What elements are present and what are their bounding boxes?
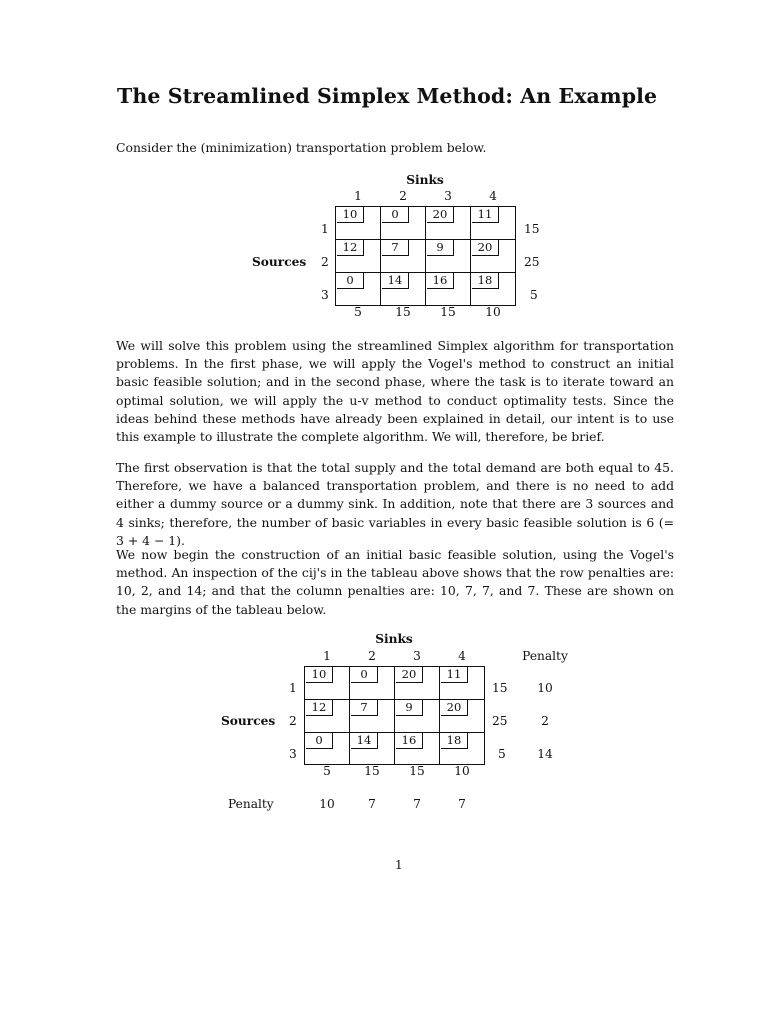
paragraph-algorithm: We will solve this problem using the streamlined Simplex algorithm for transportation problems. In the first phase, we will apply the Vogel's method to construct an initial basic feasible solution; and in the second phase, where the task is to iterate toward an optimal solution, we will apply the u-v method to conduct optimality tests. Since the ideas behind these methods have already been explained in detail, our intent is to use this example to illustrate the complete algorithm. We will, therefore, be brief. (116, 338, 674, 445)
column-penalty: 7 (368, 797, 376, 811)
cost-value: 18 (441, 733, 468, 749)
sources-label: Sources (221, 714, 276, 728)
paragraph-balance: The first observation is that the total supply and the total demand are both equal to 45. Therefore, we have a balanced transportation problem, and there is no need to add either a dummy source or a dummy sink. In addition, note that there are 3 sources and 4 sinks; therefore, the number of basic variables in every basic feasible solution is 6 (= 3 + 4 − 1). (116, 460, 674, 548)
grid-cell (440, 700, 484, 733)
demand-value: 15 (364, 764, 380, 778)
penalty-row-label: Penalty (228, 797, 274, 811)
grid-cell (336, 240, 381, 273)
demand-value: 15 (395, 305, 411, 319)
demand-value: 10 (454, 764, 470, 778)
source-number: 3 (321, 288, 329, 302)
sink-number: 3 (444, 189, 452, 203)
column-penalty: 7 (458, 797, 466, 811)
supply-value: 25 (524, 255, 540, 269)
cost-value: 16 (427, 273, 454, 289)
penalty-column-label: Penalty (522, 649, 568, 663)
cost-value: 11 (472, 207, 499, 223)
sink-number: 1 (323, 649, 331, 663)
demand-value: 5 (354, 305, 362, 319)
grid-cell (471, 273, 515, 305)
grid-cell (350, 733, 395, 764)
row-penalty: 10 (537, 681, 553, 695)
cost-value: 0 (306, 733, 333, 749)
cost-value: 20 (396, 667, 423, 683)
grid-cell (381, 273, 426, 305)
sink-number: 3 (413, 649, 421, 663)
supply-value: 5 (530, 288, 538, 302)
column-penalty: 7 (413, 797, 421, 811)
supply-value: 15 (492, 681, 508, 695)
sink-number: 1 (354, 189, 362, 203)
grid-cell (426, 240, 471, 273)
cost-value: 0 (337, 273, 364, 289)
cost-value: 10 (306, 667, 333, 683)
grid-cell (305, 700, 350, 733)
cost-value: 0 (382, 207, 409, 223)
sinks-label: Sinks (406, 173, 444, 187)
grid-cell (471, 240, 515, 273)
cost-grid (335, 206, 516, 306)
demand-value: 15 (440, 305, 456, 319)
grid-cell (395, 733, 440, 764)
grid-cell (305, 667, 350, 700)
cost-value: 7 (351, 700, 378, 716)
paragraph-vogel: We now begin the construction of an initial basic feasible solution, using the Vogel's method. An inspection of the cij's in the tableau above shows that the row penalties are: 10, 2, and 14; and that the column penalties are: 10, 7, 7, and 7. These are shown on the margins of the tableau below. (116, 547, 674, 617)
sink-number: 4 (489, 189, 497, 203)
cost-value: 20 (427, 207, 454, 223)
cost-value: 14 (382, 273, 409, 289)
grid-cell (395, 667, 440, 700)
grid-cell (395, 700, 440, 733)
sink-number: 2 (368, 649, 376, 663)
grid-cell (336, 207, 381, 240)
cost-value: 7 (382, 240, 409, 256)
sink-number: 4 (458, 649, 466, 663)
demand-value: 10 (485, 305, 501, 319)
source-number: 2 (289, 714, 297, 728)
page-title: The Streamlined Simplex Method: An Example (117, 84, 658, 108)
source-number: 3 (289, 747, 297, 761)
grid-cell (471, 207, 515, 240)
supply-value: 5 (498, 747, 506, 761)
cost-value: 10 (337, 207, 364, 223)
demand-value: 15 (409, 764, 425, 778)
cost-value: 9 (396, 700, 423, 716)
demand-value: 5 (323, 764, 331, 778)
grid-cell (381, 207, 426, 240)
sources-label: Sources (252, 255, 307, 269)
cost-value: 9 (427, 240, 454, 256)
cost-value: 12 (306, 700, 333, 716)
cost-value: 11 (441, 667, 468, 683)
page-number: 1 (395, 858, 403, 872)
grid-cell (381, 240, 426, 273)
grid-cell (350, 667, 395, 700)
cost-value: 20 (441, 700, 468, 716)
sink-number: 2 (399, 189, 407, 203)
grid-cell (336, 273, 381, 305)
source-number: 2 (321, 255, 329, 269)
row-penalty: 2 (541, 714, 549, 728)
grid-cell (350, 700, 395, 733)
cost-value: 16 (396, 733, 423, 749)
grid-cell (440, 667, 484, 700)
cost-grid (304, 666, 485, 765)
cost-value: 20 (472, 240, 499, 256)
grid-cell (426, 273, 471, 305)
cost-value: 12 (337, 240, 364, 256)
cost-value: 14 (351, 733, 378, 749)
supply-value: 15 (524, 222, 540, 236)
cost-value: 18 (472, 273, 499, 289)
row-penalty: 14 (537, 747, 553, 761)
source-number: 1 (321, 222, 329, 236)
cost-value: 0 (351, 667, 378, 683)
grid-cell (305, 733, 350, 764)
grid-cell (440, 733, 484, 764)
sinks-label: Sinks (375, 632, 413, 646)
supply-value: 25 (492, 714, 508, 728)
column-penalty: 10 (319, 797, 335, 811)
source-number: 1 (289, 681, 297, 695)
grid-cell (426, 207, 471, 240)
intro-paragraph: Consider the (minimization) transportation problem below. (116, 140, 487, 155)
